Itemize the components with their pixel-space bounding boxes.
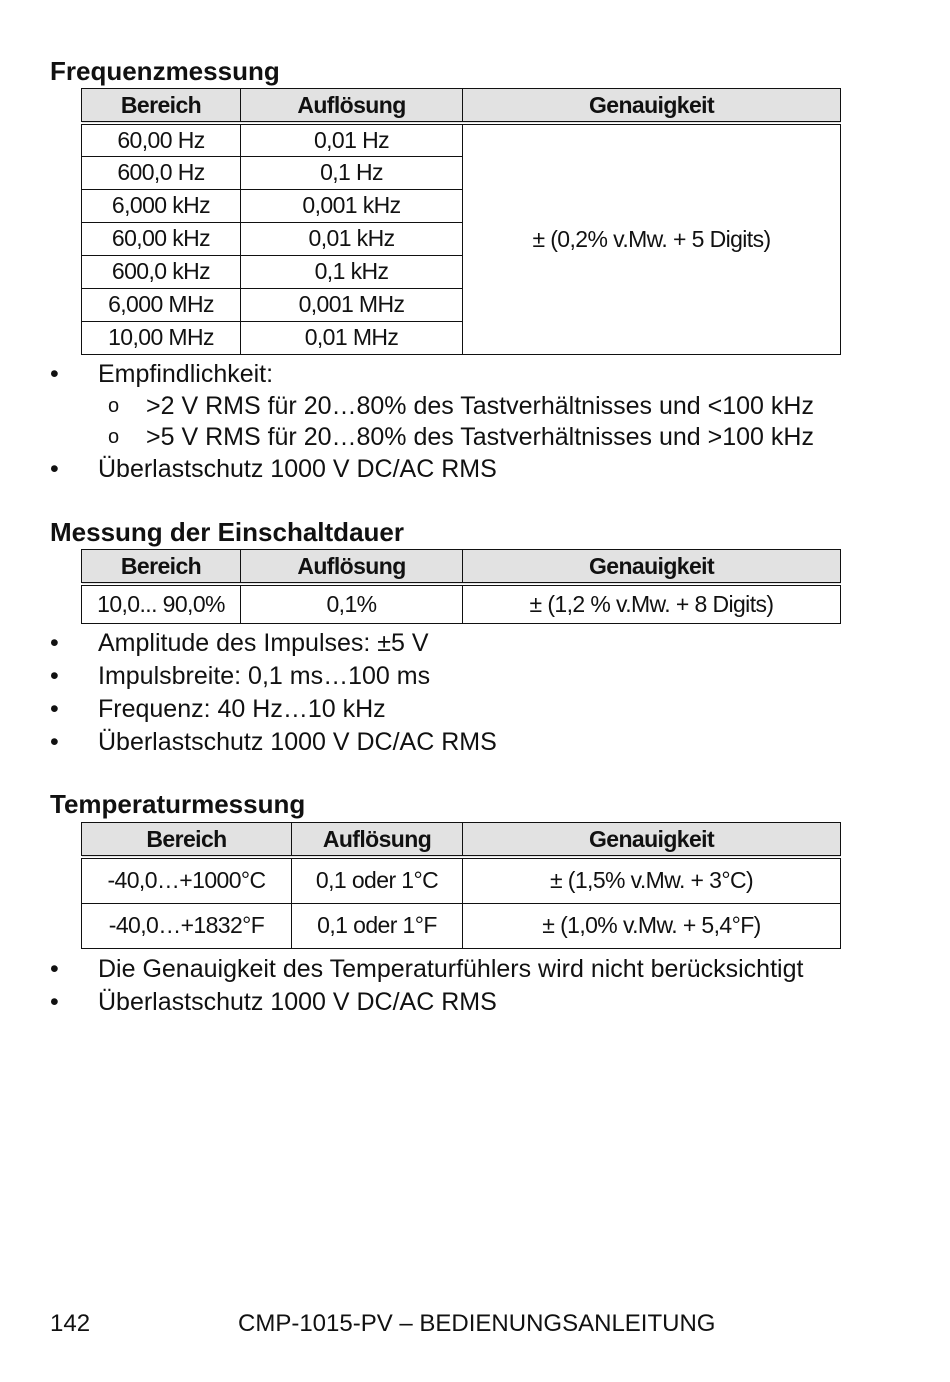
table-row (82, 857, 841, 903)
table-row (82, 123, 841, 156)
resolution-cell: 0,01 MHz (241, 321, 463, 354)
list-item-text: >5 V RMS für 20…80% des Tastverhältnisses und >100 kHz (146, 423, 814, 451)
header-resolution: Auflösung (292, 823, 463, 858)
header-accuracy: Genauigkeit (463, 550, 841, 585)
resolution-cell: 0,1 Hz (241, 156, 463, 189)
frequency-spec-table (81, 88, 841, 355)
table-header-row (82, 550, 841, 585)
frequency-notes-list (0, 358, 814, 486)
bullet-icon: • (50, 662, 59, 690)
bullet-icon: • (50, 360, 59, 388)
accuracy-cell: ± (1,0% v.Mw. + 5,4°F) (463, 903, 841, 948)
list-item (0, 693, 497, 726)
circle-bullet-icon: o (108, 426, 120, 448)
footer-title: CMP-1015-PV – BEDIENUNGSANLEITUNG (238, 1310, 716, 1337)
range-cell: 600,0 Hz (82, 156, 241, 189)
resolution-cell: 0,1 oder 1°C (292, 857, 463, 903)
resolution-cell: 0,01 Hz (241, 123, 463, 156)
list-item (0, 986, 803, 1019)
accuracy-cell: ± (1,2 % v.Mw. + 8 Digits) (463, 584, 841, 623)
table-row (82, 903, 841, 948)
range-cell: 600,0 kHz (82, 255, 241, 288)
list-item (0, 726, 497, 759)
resolution-cell: 0,001 kHz (241, 189, 463, 222)
section-title-temperature: Temperaturmessung (50, 789, 306, 819)
range-cell: 60,00 kHz (82, 222, 241, 255)
list-item (0, 391, 814, 422)
resolution-cell: 0,001 MHz (241, 288, 463, 321)
section-title-duty-cycle: Messung der Einschaltdauer (50, 517, 404, 547)
resolution-cell: 0,1% (241, 584, 463, 623)
duty-cycle-spec-table (81, 549, 841, 624)
list-item-text: Amplitude des Impulses: ±5 V (98, 629, 429, 657)
list-item-text: Frequenz: 40 Hz…10 kHz (98, 695, 386, 723)
header-resolution: Auflösung (241, 89, 463, 124)
list-item-text: Impulsbreite: 0,1 ms…100 ms (98, 662, 431, 690)
temperature-spec-table (81, 822, 841, 949)
table-header-row (82, 89, 841, 124)
accuracy-cell: ± (0,2% v.Mw. + 5 Digits) (463, 123, 841, 354)
list-item-text: Überlastschutz 1000 V DC/AC RMS (98, 988, 497, 1016)
list-item (0, 660, 497, 693)
resolution-cell: 0,01 kHz (241, 222, 463, 255)
header-resolution: Auflösung (241, 550, 463, 585)
list-item (0, 422, 814, 453)
accuracy-cell: ± (1,5% v.Mw. + 3°C) (463, 857, 841, 903)
resolution-cell: 0,1 kHz (241, 255, 463, 288)
range-cell: -40,0…+1832°F (82, 903, 292, 948)
range-cell: 6,000 kHz (82, 189, 241, 222)
header-range: Bereich (82, 823, 292, 858)
range-cell: 60,00 Hz (82, 123, 241, 156)
list-item (0, 953, 803, 986)
bullet-icon: • (50, 988, 59, 1016)
header-range: Bereich (82, 550, 241, 585)
list-item (0, 627, 497, 660)
bullet-icon: • (50, 695, 59, 723)
range-cell: 10,0... 90,0% (82, 584, 241, 623)
header-accuracy: Genauigkeit (463, 89, 841, 124)
bullet-icon: • (50, 728, 59, 756)
temperature-notes-list (0, 953, 803, 1019)
list-item-text: Überlastschutz 1000 V DC/AC RMS (98, 728, 497, 756)
header-range: Bereich (82, 89, 241, 124)
bullet-icon: • (50, 629, 59, 657)
table-header-row (82, 823, 841, 858)
header-accuracy: Genauigkeit (463, 823, 841, 858)
page-number: 142 (50, 1310, 91, 1337)
range-cell: 6,000 MHz (82, 288, 241, 321)
duty-cycle-notes-list (0, 627, 497, 759)
range-cell: 10,00 MHz (82, 321, 241, 354)
list-item-text: >2 V RMS für 20…80% des Tastverhältnisses und <100 kHz (146, 392, 814, 420)
bullet-icon: • (50, 955, 59, 983)
table-row (82, 584, 841, 623)
list-item-text: Empfindlichkeit: (98, 360, 274, 388)
list-item-text: Die Genauigkeit des Temperaturfühlers wird nicht berücksichtigt (98, 955, 804, 983)
section-title-frequency: Frequenzmessung (50, 56, 280, 86)
bullet-icon: • (50, 455, 59, 483)
list-item (0, 358, 814, 391)
range-cell: -40,0…+1000°C (82, 857, 292, 903)
resolution-cell: 0,1 oder 1°F (292, 903, 463, 948)
circle-bullet-icon: o (108, 395, 120, 417)
list-item (0, 453, 814, 486)
list-item-text: Überlastschutz 1000 V DC/AC RMS (98, 455, 497, 483)
